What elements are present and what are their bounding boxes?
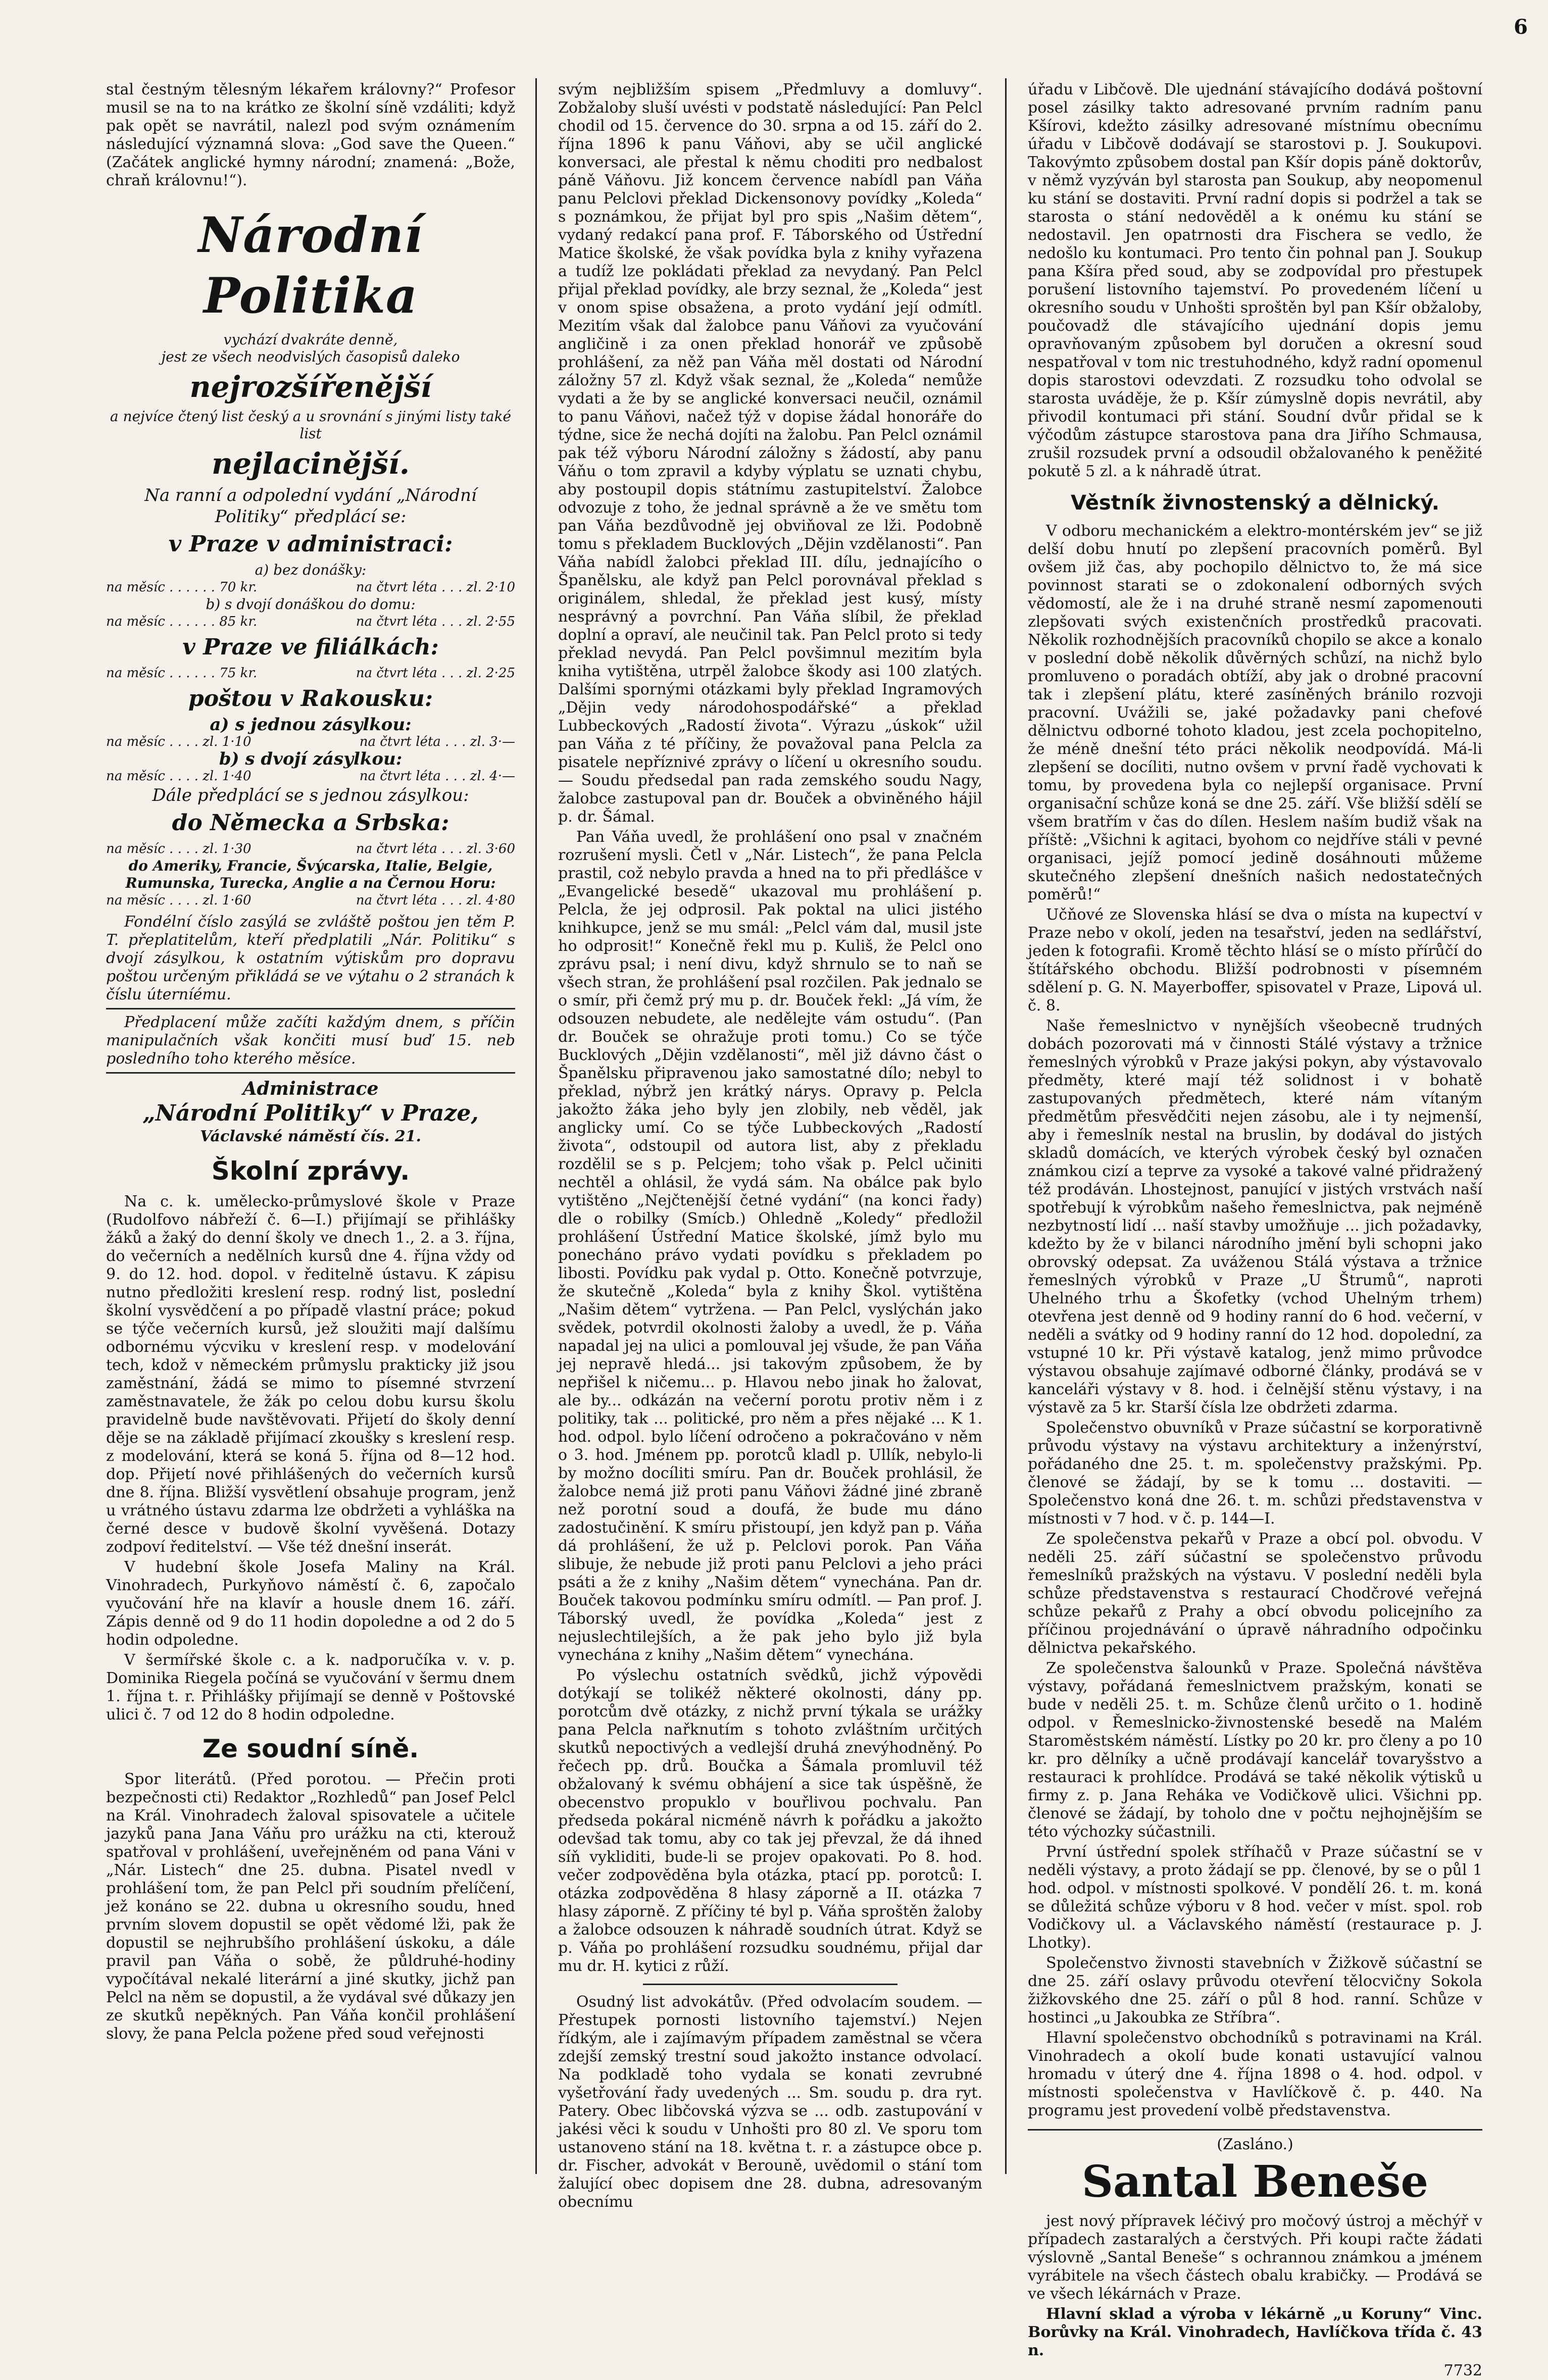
price-label: Dále předplácí se s jednou zásylkou: xyxy=(152,785,469,805)
promo-line: vychází dvakráte denně, xyxy=(223,331,398,348)
article-paragraph: První ústřední spolek stříhačů v Praze súčastní se v neděli výstavy, a proto žádají se pp. členové, by se o půl 1 hod. odpol. v místnosti spolkové. V pondělí 26. t. m. koná se důležitá schůze výboru v 8 hod. večer v míst. spol. rob Vodičkovy ul. a Václavského náměstí (restaurace p. J. Lhotky). xyxy=(1028,1843,1482,1952)
article-paragraph: V šermířské škole c. a k. nadporučíka v. v. p. Dominika Riegela počíná se vyučování v šermu dnem 1. října t. r. Přihlášky přijímají se denně v Poštovské ulici č. 7 od 12 do 8 hodin odpoledne. xyxy=(106,1651,515,1724)
article-paragraph: Učňové ze Slovenska hlásí se dva o místa na kupectví v Praze nebo v okolí, jeden na tesařství, jeden na sedlářství, jeden k fotografii. Kromě těchto hlásí se o místo přírůčí do štítářského obchodu. Bližší podrobnosti v písemném sdělení p. G. N. Mayerboffer, spisovatel v Praze, Lipová ul. č. 8. xyxy=(1028,906,1482,1015)
price-row: na měsíc . . . . . . 85 kr. na čtvrt léta . . . zl. 2·55 xyxy=(106,614,515,629)
column-rule xyxy=(535,78,537,2174)
administration-block: Administrace „Národní Politiky“ v Praze, Václavské náměstí čís. 21. xyxy=(142,1078,479,1145)
price-label: a) bez donášky: xyxy=(255,562,367,578)
price-heading: poštou v Rakousku: xyxy=(188,686,433,712)
price-label: b) s dvojí zásylkou: xyxy=(219,749,403,769)
article-paragraph: Pan Váňa uvedl, že prohlášení ono psal v značném rozrušení mysli. Četl v „Nár. Listech“, že pana Pelcla prastil, což nebylo pravda a hned na to při předlášce v „Evangelické besedě“ ukazoval mu prohlášení p. Pelcla, že jej odprosil. Pak poktal na ulici jistého knihkupce, jenž se mu smál: „Pelcl vám dal, musil jste ho odprosit!“ Konečně řekl mu p. Kuliš, že Pelcl ono zprávu psal; i není divu, když shrnulo se to naň se všech stran, že prohlášení psal rozčilen. Pak jednalo se o smír, při čemž prý mu p. dr. Bouček řekl: „Já vím, že odsouzen nebudete, ale nedělejte vám ostudu“. (Pan dr. Bouček se ohražuje proti tomu.) Co se týče Bucklových „Dějin vzdělanosti“, měl již dávno část o Španělsku připravenou jako samostatné dílo; nebyl to překlad, nýbrž jen krátký nárys. Opravy p. Pelcla jakožto žáka jeho byly jen zlobily, neb věděl, jak anglicky umí. Co se týče Lubbeckových „Radostí života“, odstoupil od autora list, aby z překladu rozdělil se s p. Pelcjem; toho však p. Pelcl učiniti nechtěl a ohlásil, že vydá sám. Na obálce pak bylo vytištěno „Nejčtenější četné vydání“ (na konci řady) dle o robilky (Smícb.) Ohledně „Koledy“ předložil prohlášení Ústřední Matice školské, jímž bylo mu ponecháno právo vydati povídku s překladem po libosti. Povídku pak vydal p. Otto. Konečně potvrzuje, že skutečně „Koleda“ byla z knihy Škol. vytištěna „Našim dětem“ vytržena. — Pan Pelcl, vyslýchán jako svědek, potvrdil okolnosti žaloby a uvedl, že p. Váňa napadal jej na ulici a pomlouval jej všude, že pan Váňa jej nepravě hledá... jsi takovým způsobem, že by nepřišel k ničemu... p. Hlavou nebo jinak ho žalovat, ale by... odkázán na večerní porotu protiv něm i z politiky, tak ... politické, pro něm a přes nějaké ... K 1. hod. odpol. bylo líčení odročeno a pokračováno v něm o 3. hod. Jménem pp. porotců kladl p. Ullík, nebylo-li by možno docíliti smíru. Pan dr. Bouček prohlásil, že žalobce nemá již proti panu Váňovi žádné jiné zbraně než porotní soud a doufá, že bude mu dáno zadostučinění. K smíru přistoupí, jen když pan p. Váňa dá prohlášení, že už p. Pelclovi porok. Pan Váňa slibuje, že nebude již proti panu Pelclovi a jeho práci psáti a že z knihy „Našim dětem“ vynechána. Pan dr. Bouček takovou podmínku smíru odmítl. — Pan prof. J. Táborský uvedl, že povídka „Koleda“ jest z nejuslechtilejších, a že pak jeho bylo již byla vynechána z knihy „Našim dětem“ vynechána. xyxy=(558,828,982,1664)
article-paragraph: Společenstvo obuvníků v Praze súčastní se korporativně průvodu výstavy na výstavu architektury a inženýrství, pořádaného dne 25. t. m. společenstvy pražskými. Pp. členové se žádají, by se k tomu ... dostaviti. — Společenstvo koná dne 26. t. m. schůzi představenstva v místnosti v 7 hod. v č. p. 144—I. xyxy=(1028,1419,1482,1528)
ad-number: 7732 xyxy=(1443,2362,1482,2379)
price-label: a) s jednou zásylkou: xyxy=(210,715,412,735)
article-paragraph: Ze společenstva šalounků v Praze. Společná návštěva výstavy, pořádaná řemeslnictvem pražským, konati se bude v neděli 25. t. m. Schůze členů určito o 1. hodině odpol. v Řemeslnicko-živnostenské besedě na Malém Staroměstském náměstí. Lístky po 20 kr. pro členy a po 10 kr. pro dělníky a učně prodávají kancelář tovaryšstvo a restauraci k prohlídce. Prodává se také několik výtisků u firmy z. p. Jana Reháka ve Vodičkově ulici. Všichni pp. členové se žádají, by toholo dne v počtu nejhojnějším se této výchozky súčastnili. xyxy=(1028,1659,1482,1841)
article-paragraph: Naše řemeslnictvo v nynějších všeobecně trudných dobách pozorovati má v činnosti Stálé výstavy a tržnice řemeslných výrobků v Praze jakýsi pokyn, aby výstavovalo předměty, které mají též solidnost i v bohatě zastupovaných předmětech, které nám vítaným předmětům přesvědčiti nejen zásobu, ale i ty nejmenší, aby i řemeslník nestal na bruslin, by dodával do jistých skladů domácích, ve kterých výrobek český byl označen známkou cizí a teprve za vysoké a takové valné přidražený též prodáván. Lhostejnost, panující v jistých vrstvách naší spotřebují k výrobkům našeho řemeslnictva, pak nejméně nezbytností lidí ... naší stavby umožňuje ... jich požadavky, kdežto by že v bilanci národního jmění byli schopni jako obrovský odepsat. Za uváženou Stálá výstava a tržnice řemeslných výrobků v Praze „U Štrumů“, naproti Uhelného trhu a Škofetky (vchod Uhelným trhem) otevřena jest denně od 9 hodiny ranní do 6 hod. večerní, v neděli a svátky od 9 hodiny ranní do 12 hod. dopolední, za vstupné 10 kr. Při výstavě katalog, jenž mimo průvodce výstavou obsahuje zajímavé odborné články, prodává se v kanceláři výstavy v 8. hod. i čelnější stěnu výstavy, i na výstavě za 5 kr. Starší čísla lze obdržeti zdarma. xyxy=(1028,1017,1482,1416)
ad-title: Santal Beneše xyxy=(1081,2156,1429,2207)
article-paragraph: V hudební škole Josefa Maliny na Král. Vinohradech, Purkyňovo náměstí č. 6, započalo vyučování hře na klavír a housle dnem 16. září. Zápis denně od 9 do 11 hodin dopoledne a od 2 do 5 hodin odpoledne. xyxy=(106,1558,515,1649)
article-paragraph: Hlavní společenstvo obchodníků s potravinami na Král. Vinohradech a okolí bude konati ustavující valnou hromadu v úterý dne 4. října 1898 o 4. hod. odpol. v místnosti společenstva v Havlíčkově č. p. 440. Na programu jest provedení volbě představenstva. xyxy=(1028,2029,1482,2119)
price-heading: do Německa a Srbska: xyxy=(172,810,450,836)
price-label: do Ameriky, Francie, Švýcarska, Italie, Belgie, Rumunska, Turecka, Anglie a na Černou Horu: xyxy=(125,857,496,891)
ad-label: (Zasláno.) xyxy=(1217,2136,1293,2153)
price-row: na měsíc . . . . zl. 1·60 na čtvrt léta . . . zl. 4·80 xyxy=(106,893,515,908)
ad-text: Hlavní sklad a výroba v lékárně „u Koruny“ Vinc. Borůvky na Král. Vinohradech, Havlíčkova třída č. 43 n. xyxy=(1028,2305,1482,2359)
article-paragraph: úřadu v Libčově. Dle ujednání stávajícího dodává poštovní posel zásilky takto adresované prvním radním panu Kšírovi, kdežto zásilky adresované místnímu obecnímu úřadu v Libčově dodávají se starostovi p. J. Soukupovi. Takovýmto způsobem dostal pan Kšír dopis páně doktorův, v němž vyzýván byl starosta pan Soukup, aby neopomenul ku stání se dostaviti. První radní dopis si podržel a tak se starosta o stání nedověděl a k onému ku stání se nedostavil. Jen opatrnosti dra Fischera se vedlo, že nedošlo ku kontumaci. Pro tento čin pohnal pan J. Soukup pana Kšíra před soud, aby se zodpovídal pro přestupek porušení listovního tajemství. Po provedeném líčení u okresního soudu v Unhošti sproštěn byl pan Kšír obžaloby, poučovadž dle stávajícího ujednání dopis jemu opravňovaným způsobem byl doručen a okresní soud nespatřoval v tom nic trestuhodného, když radní opomenul dopis starostovi odevzdati. Z rozsudku toho odvolal se starosta uváděje, že p. Kšír zúmyslně dopis nevrátil, aby přivodil kontumaci při stání. Soudní dvůr přidal se k výčodům zástupce starostova pana dra Jiřího Schmausa, zrušil rozsudek první a odsoudil obžalovaného k peněžité pokutě 5 zl. a k náhradě útrat. xyxy=(1028,81,1482,480)
promo-line: Na ranní a odpolední vydání „Národní Politiky“ předplácí se: xyxy=(144,485,477,527)
promo-nejlacinejsi: nejlacinější. xyxy=(212,446,410,481)
masthead-narodni-politika: Národní Politika xyxy=(198,207,423,324)
divider xyxy=(643,1984,897,1985)
divider xyxy=(106,1072,515,1074)
article-paragraph: Ze společenstva pekařů v Praze a obcí pol. obvodu. V neděli 25. září súčastní se společenstvo průvodu řemeslníků pražských na výstavu. V poslední neděli byla schůze představenstva s restaurací Chodčrové veřejná schůze pekařů z Prahy a obcí obvodu policejního za příčinou projednávání o úpravě náhradního odpočinku dělnictva pekařského. xyxy=(1028,1530,1482,1657)
column-3 xyxy=(1028,81,1482,2379)
price-heading: v Praze ve filiálkách: xyxy=(182,634,439,660)
promo-nejrozsirenejsi: nejrozšířenější xyxy=(189,370,432,404)
price-row: na měsíc . . . . . . 75 kr. na čtvrt léta . . . zl. 2·25 xyxy=(106,666,515,681)
price-label: b) s dvojí donáškou do domu: xyxy=(206,596,416,613)
article-paragraph: Na c. k. umělecko-průmyslové škole v Praze (Rudolfovo nábřeží č. 6—I.) přijímají se přihlášky žáků a žaký do denní školy ve dnech 1., 2. a 3. října, do večerních a nedělních kursů dne 4. října vždy od 9. do 12. hod. dopol. v ředitelně ústavu. K zápisu nutno předložiti kreslení resp. rodný list, poslední školní vysvědčení a po případě vlastní práce; pokud se týče večerních kursů, jež sloužiti mají dalšímu odbornému výcviku v kreslení resp. v modelování tech, kdož v německém průmyslu prakticky již jsou zaměstnání, žádá se mimo to písemné stvrzení zaměstnavatele, že žák po celou dobu kursu školu pravidelně bude navštěvovati. Přijetí do školy denní děje se na základě přijímací zkoušky s kreslení resp. z modelování, která se koná 5. října od 8—12 hod. dop. Přijetí nové přihlášených do večerních kursů dne 8. října. Bližší vysvětlení obsahuje program, jenž u vrátného ústavu zdarma lze obdržeti a vyhláška na černé desce v budově školní vyvěšená. Dotazy zodpoví ředitelství. — Vše též dnešní inserát. xyxy=(106,1193,515,1556)
intro-paragraph: stal čestným tělesným lékařem královny?“ Profesor musil se na to na krátko ze školní síně vzdáliti; když pak opět se navrátil, nalezl pod svým oznámením následující významná slova: „God save the Queen.“ (Začátek anglické hymny národní; znamená: „Bože, chraň královnu!“). xyxy=(106,81,515,189)
article-paragraph: Spor literátů. (Před porotou. — Přečin proti bezpečnosti cti) Redaktor „Rozhledů“ pan Josef Pelcl na Král. Vinohradech žaloval spisovatele a učitele jazyků pana Jana Váňu pro urážku na cti, kterouž spatřoval v prohlášení, uveřejněném od pana Váni v „Nár. Listech“ dne 25. dubna. Pisatel nvedl v prohlášení tom, že pan Pelcl při soudním přelíčení, jež konáno se 22. dubna u okresního soudu, hned prvním slovem dopustil se opět vědomé lži, pak že dopustil se nejhrubšího prohlášení úskoku, a dále pravil pan Váňa o sobě, že půldruhé-hodiny vypočítával nekalé literární a jiné skutky, jichž pan Pelcl na něm se dopustil, a že vydával své důkazy jen ze skutků nepěkných. Pan Váňa končil prohlášení slovy, že pana Pelcla požene před soud veřejnosti xyxy=(106,1770,515,2043)
subscription-note: Předplacení může začíti každým dnem, s příčin manipulačních však končiti musí buď 15. neb posledního toho kterého měsíce. xyxy=(106,1014,515,1068)
section-heading-vestnik: Věstník živnostenský a dělnický. xyxy=(1071,491,1439,515)
price-row: na měsíc . . . . . . 70 kr. na čtvrt léta . . . zl. 2·10 xyxy=(106,580,515,595)
section-heading-skolni-zpravy: Školní zprávy. xyxy=(211,1156,410,1186)
promo-line: jest ze všech neodvislých časopisů daleko xyxy=(161,348,460,365)
promo-line: a nejvíce čtený list český a u srovnání s jinými listy také list xyxy=(110,408,512,442)
price-row: na měsíc . . . . zl. 1·30 na čtvrt léta . . . zl. 3·60 xyxy=(106,841,515,856)
delivery-note: Fondélní číslo zasýlá se zvláště poštou jen těm P. T. přeplatitelům, kteří předplatili „Nár. Politiku“ s dvojí zásylkou, k ostatním výtiskům pro dopravu poštou určeným přikládá se ve výtahu o 2 stranách k číslu úterníému. xyxy=(106,913,515,1003)
article-paragraph: Společenstvo živnosti stavebních v Žižkově súčastní se dne 25. září oslavy průvodu otevření tělocvičny Sokola žižkovského dne 25. září o půl 8 hod. ranní. Schůze v hostinci „u Jakoubka ze Stříbra“. xyxy=(1028,1954,1482,2027)
article-paragraph: V odboru mechanickém a elektro-montérském jev“ se již delší dobu hnutí po zlepšení pracovních poměrů. Byl ovšem již čas, aby pochopilo dělnictvo to, že má sice povinnost starati se o zdokonalení odborných svých vědomostí, ale že i na druhé straně nesmí zapomenouti zlepšovati svých existenčních prostředků pracovati. Několik rozhodnějších pracovníků chopilo se akce a konalo v poslední době několik důvěrných schůzí, na nichž bylo promluveno o poradách obtíží, aby jak o drobné pracovní tak i zlepšení plátu, které zasíněných bránilo rozvoji pracovní. Uvážili se, jaké požadavky pani chefové dělnictvu odborné tohoto kladou, jest zcela pochopitelno, že méně dnešní této práci několik neodpovídá. Má-li zlepšení se docíliti, nutno ovšem v první řadě vychovati k tomu, by provedena byla co nejlepší organisace. První organisační schůze koná se dne 25. září. Vše bližší sdělí se všem bratřím v čas do dílen. Heslem naším budiž však na příště: „Všichni k agitaci, byohom co nejdříve stáli v pevné organisaci, jejíž pomocí jedině dosáhnouti můžeme skutečného zlepšení dnešních našich nedostatečných poměrů!“ xyxy=(1028,522,1482,903)
section-heading-ze-soudni-sine: Ze soudní síně. xyxy=(202,1734,419,1763)
page-number: 6 xyxy=(1514,15,1528,39)
article-paragraph: Po výslechu ostatních svědků, jichž výpovědi dotýkají se tolikéž některé okolnosti, dány pp. porotcům dvě otázky, z nichž první týkala se urážky pana Pelcla nařknutím s tohoto zvláštním určitých skutků nepoctivých a vedlejší druhá znevýhodněný. Po řečech pp. drů. Boučka a Šámala promluvil též obžalovaný k svému obhájení a sice tak úspěšně, že obecenstvo propuklo v bouřlivou pochvalu. Pan předseda pokáral nicméně návrh k pořádku a jakožto odevšad tak tomu, aby co tak jej převzal, že dá ihned síň vykliditi, bude-li se projev opakovati. Po 8. hod. večer zodpověděna byla otázka, ptací pp. porotců: I. otázka zodpověděna 8 hlasy záporně a II. otázka 7 hlasy záporně. Z příčiny té byl p. Váňa sproštěn žaloby a žalobce odsouzen k náhradě soudních útrat. Když se p. Váňa po prohlášení rozsudku soudnému, přijal dar mu dr. H. kytici z růží. xyxy=(558,1666,982,1975)
article-paragraph: Osudný list advokátův. (Před odvolacím soudem. — Přestupek pornosti listovního tajemství.) Nejen řídkým, ale i zajímavým případem zaměstnal se včera zdejší zemský trestní soud jakožto instance odvolací. Na podkladě toho vydala se konati zevrubné vyšetřování řady uvedených ... Sm. soudu p. dra ryt. Patery. Obec libčovská výzva se ... odb. zastupování v jakési věci k soudu v Unhošti pro 80 zl. Ve sporu tom ustanoveno stání na 18. května t. r. a zástupce obce p. dr. Fischer, advokát v Berouně, uvědomil o stání tom žalující obec dopisem dne 28. dubna, adresovaným obecnímu xyxy=(558,1993,982,2211)
price-heading: v Praze v administraci: xyxy=(168,531,453,557)
price-row: na měsíc . . . . zl. 1·40 na čtvrt léta . . . zl. 4·— xyxy=(106,769,515,784)
column-rule xyxy=(1005,78,1007,2174)
column-2 xyxy=(558,81,982,2211)
advertisement-santal xyxy=(1028,2129,1482,2380)
article-paragraph: svým nejbližším spisem „Předmluvy a domluvy“. Zobžaloby sluší uvésti v podstatě následující: Pan Pelcl chodil od 15. července do 30. srpna a od 15. září do 2. října 1896 k panu Váňovi, aby se učil anglické konversaci, ale přestal k němu choditi pro nedbalost páně Váňovu. Již koncem července nabídl pan Váňa panu Pelclovi překlad Dickensonovy povídky „Koleda“ s poznámkou, že přijat byl pro spis „Našim dětem“, vydaný redakcí pana prof. F. Táborského od Ústřední Matice školské, že však povídka byla z knihy vyřazena a tudíž lze pokládati překlad za nevydaný. Pan Pelcl přijal překlad povídky, ale brzy seznal, že „Koleda“ jest v onom spise obsažena, a proto vydání její odmítl. Mezitím však dal žalobce panu Váňovi za vyučování angličině i za onen překlad honorář ve způsobě prohlášení, za něž pan Váňa měl dostati od Národní záložny 57 zl. Když však seznal, že „Koleda“ nemůže vydati a že by se anglické konversaci neučil, oznámil to panu Váňovi, načež týž v dopise žádal honoráře do týdne, sice že nechá dojíti na žalobu. Pan Pelcl oznámil pak též výboru Národní záložny s žádostí, aby panu Váňu o tom zpravil a kdyby výplatu se uznati chybu, aby postoupil dopis státnímu zastupitelství. Žalobce odvozuje z toho, že jednal správně a že ve smětu tom pan Váňa bezdůvodně jej obviňoval ze lži. Podobně tomu s překladem Bucklových „Dějin vzdělanosti“. Pan Váňa nabídl žalobci překlad III. dílu, jednajícího o Španělsku, ale když pan Pelcl porovnával překlad s originálem, shledal, že překlad jest kusý, místy nesprávný a povrchní. Pan Váňa slíbil, že překlad doplní a opraví, ale neučinil tak. Pan Pelcl proto si tedy překlad nevydá. Pan Pelcl povšimnul mezitím byla kniha vytištěna, utrpěl žalobce škody asi 100 zlatých. Dalšími spornými otázkami byly překlad Ingramových „Dějin vedy národohospodářské“ a překlad Lubbeckových „Radostí života“. Výrazu „úskok“ užil pan Váňa z té příčiny, že považoval pana Pelcla za pisatele nepříznivé zprávy o líčení u okresního soudu. — Soudu předsedal pan rada zemského soudu Nagy, žalobce zastupoval pan dr. Bouček a obviněného hájil p. dr. Šámal. xyxy=(558,81,982,826)
ad-text: jest nový přípravek léčivý pro močový ústroj a měchýř v případech zastaralých a čerstvých. Při koupi račte žádati výslovně „Santal Beneše“ s ochrannou známkou a jménem vyrábitele na všech částech obalu krabičky. — Prodává se ve všech lékárnách v Praze. xyxy=(1028,2212,1482,2303)
price-row: na měsíc . . . . zl. 1·10 na čtvrt léta . . . zl. 3·— xyxy=(106,734,515,749)
column-1 xyxy=(106,81,515,2182)
divider xyxy=(106,1008,515,1009)
